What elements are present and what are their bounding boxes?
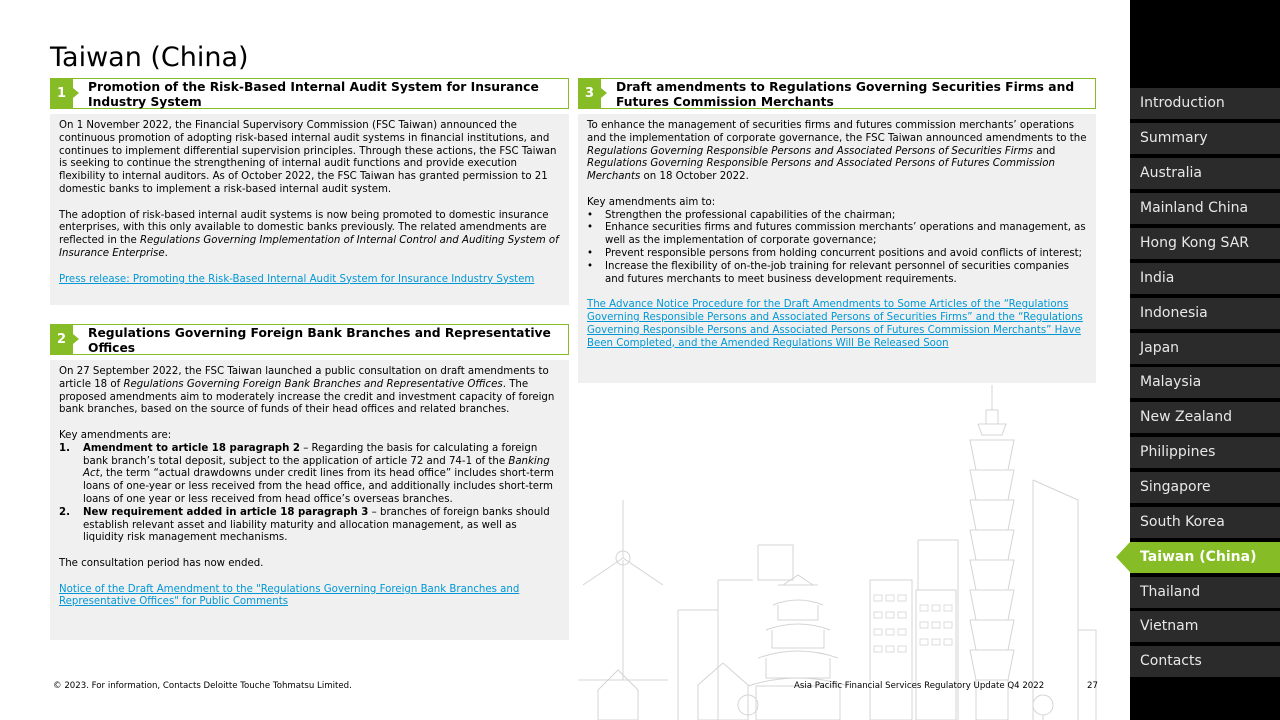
- section-3-panel: [578, 114, 1096, 383]
- section-2-number-badge: 2: [50, 324, 73, 355]
- section-3-bullet-list: [587, 210, 1087, 287]
- section-2-heading: Regulations Governing Foreign Bank Branches and Representative Offices: [88, 326, 551, 355]
- section-2-closing: The consultation period has now ended.: [59, 557, 264, 569]
- nav-item-mainland-china[interactable]: Mainland China: [1130, 193, 1280, 224]
- section-1-heading: Promotion of the Risk-Based Internal Audit System for Insurance Industry System: [88, 80, 539, 109]
- section-2-paragraph-1: On 27 September 2022, the FSC Taiwan launched a public consultation on draft amendments to article 18 of Regulations Governing Foreign Bank Branches and Representative Offices. The proposed amendments aim to moderately increase the credit and investment capacity of foreign bank branches, based on the source of funds of their head offices and related branches.: [59, 366, 555, 416]
- section-2-header: [50, 324, 569, 355]
- section-1-paragraph-1: On 1 November 2022, the Financial Supervisory Commission (FSC Taiwan) announced the continuous promotion of adopting risk-based internal audit systems in financial institutions, and continues to implement differential supervision principles. Through these actions, the FSC Taiwan is seeking to continue the strengthening of internal audit functions and provide execution flexibility to internal auditors. As of October 2022, the FSC Taiwan has granted permission to 21 domestic banks to implement a risk-based internal audit system.: [59, 120, 557, 195]
- nav-item-vietnam[interactable]: Vietnam: [1130, 611, 1280, 642]
- footer-publication-title: Asia Pacific Financial Services Regulatory Update Q4 2022: [794, 681, 1045, 691]
- list-item: 2. New requirement added in article 18 paragraph 3 – branches of foreign banks should establish relevant asset and liability maturity and allocation management, as well as liquidity risk management mechanisms.: [59, 506, 550, 544]
- list-item: • Enhance securities firms and futures commission merchants’ operations and management, as well as the implementation of corporate governance;: [587, 222, 1087, 248]
- footer-copyright: © 2023. For information, Contacts Deloitte Touche Tohmatsu Limited.: [53, 681, 352, 691]
- list-item: • Increase the flexibility of on-the-job training for relevant personnel of securities companies and futures merchants to meet business development requirements.: [587, 261, 1087, 287]
- page-number: 27: [1087, 681, 1098, 691]
- section-3-paragraph-1: To enhance the management of securities firms and futures commission merchants’ operations and the implementation of corporate governance, the FSC Taiwan announced amendments to the Regulations Governing Responsible Persons and Associated Persons of Securities Firms and Regulations Governing Responsible Persons and Associated Persons of Futures Commission Merchants on 18 October 2022.: [587, 120, 1087, 183]
- nav-item-contacts[interactable]: Contacts: [1130, 646, 1280, 677]
- nav-item-japan[interactable]: Japan: [1130, 333, 1280, 364]
- nav-item-singapore[interactable]: Singapore: [1130, 472, 1280, 503]
- section-1-press-release-link[interactable]: Press release: Promoting the Risk-Based Internal Audit System for Insurance Industry System: [59, 273, 535, 285]
- section-1-paragraph-2: The adoption of risk-based internal audit systems is now being promoted to domestic insurance enterprises, with this only available to domestic banks previously. The related amendments are reflected in the Regulations Governing Implementation of Internal Control and Auditing System of Insurance Enterprise.: [59, 209, 559, 259]
- nav-item-malaysia[interactable]: Malaysia: [1130, 367, 1280, 398]
- section-3-number-badge: 3: [578, 78, 601, 109]
- nav-item-introduction[interactable]: Introduction: [1130, 88, 1280, 119]
- section-2-amendments-list: [59, 443, 560, 545]
- section-3-header: [578, 78, 1096, 109]
- nav-item-australia[interactable]: Australia: [1130, 158, 1280, 189]
- section-1-panel: [50, 114, 569, 305]
- list-item: • Strengthen the professional capabilities of the chairman;: [587, 210, 1087, 223]
- section-2-panel: [50, 360, 569, 640]
- nav-item-indonesia[interactable]: Indonesia: [1130, 298, 1280, 329]
- list-item: 1. Amendment to article 18 paragraph 2 – Regarding the basis for calculating a foreign bank branch’s total deposit, subject to the application of article 72 and 74-1 of the Banking Act, the term “actual drawdowns under credit lines from its head office” includes short-term loans of one-year or less received from the head office, and additionally includes short-term loans of one year or less received from head office’s overseas branches.: [59, 442, 554, 505]
- nav-item-philippines[interactable]: Philippines: [1130, 437, 1280, 468]
- page-title: Taiwan (China): [50, 42, 249, 73]
- section-2-key-intro: Key amendments are:: [59, 429, 172, 441]
- nav-item-india[interactable]: India: [1130, 263, 1280, 294]
- section-1-number-badge: 1: [50, 78, 73, 109]
- nav-item-thailand[interactable]: Thailand: [1130, 577, 1280, 608]
- section-3-advance-notice-link[interactable]: The Advance Notice Procedure for the Draft Amendments to Some Articles of the “Regulations Governing Responsible Persons and Associated Persons of Securities Firms” and the “Regulations Governing Responsible Persons and Associated Persons of Futures Commission Merchants” Have Been Completed, and the Amended Regulations Will Be Released Soon: [587, 299, 1083, 349]
- section-1-header: [50, 78, 569, 109]
- nav-item-south-korea[interactable]: South Korea: [1130, 507, 1280, 538]
- taipei-skyline-illustration: [578, 380, 1098, 720]
- section-2-notice-link[interactable]: Notice of the Draft Amendment to the "Regulations Governing Foreign Bank Branches and Representative Offices" for Public Comments: [59, 583, 520, 608]
- nav-item-new-zealand[interactable]: New Zealand: [1130, 402, 1280, 433]
- nav-item-hong-kong-sar[interactable]: Hong Kong SAR: [1130, 228, 1280, 259]
- nav-item-taiwan-china[interactable]: Taiwan (China): [1130, 542, 1280, 573]
- nav-item-summary[interactable]: Summary: [1130, 123, 1280, 154]
- section-3-heading: Draft amendments to Regulations Governing Securities Firms and Futures Commission Merchants: [616, 80, 1075, 109]
- section-3-key-intro: Key amendments aim to:: [587, 196, 716, 208]
- list-item: • Prevent responsible persons from holding concurrent positions and avoid conflicts of interest;: [587, 248, 1087, 261]
